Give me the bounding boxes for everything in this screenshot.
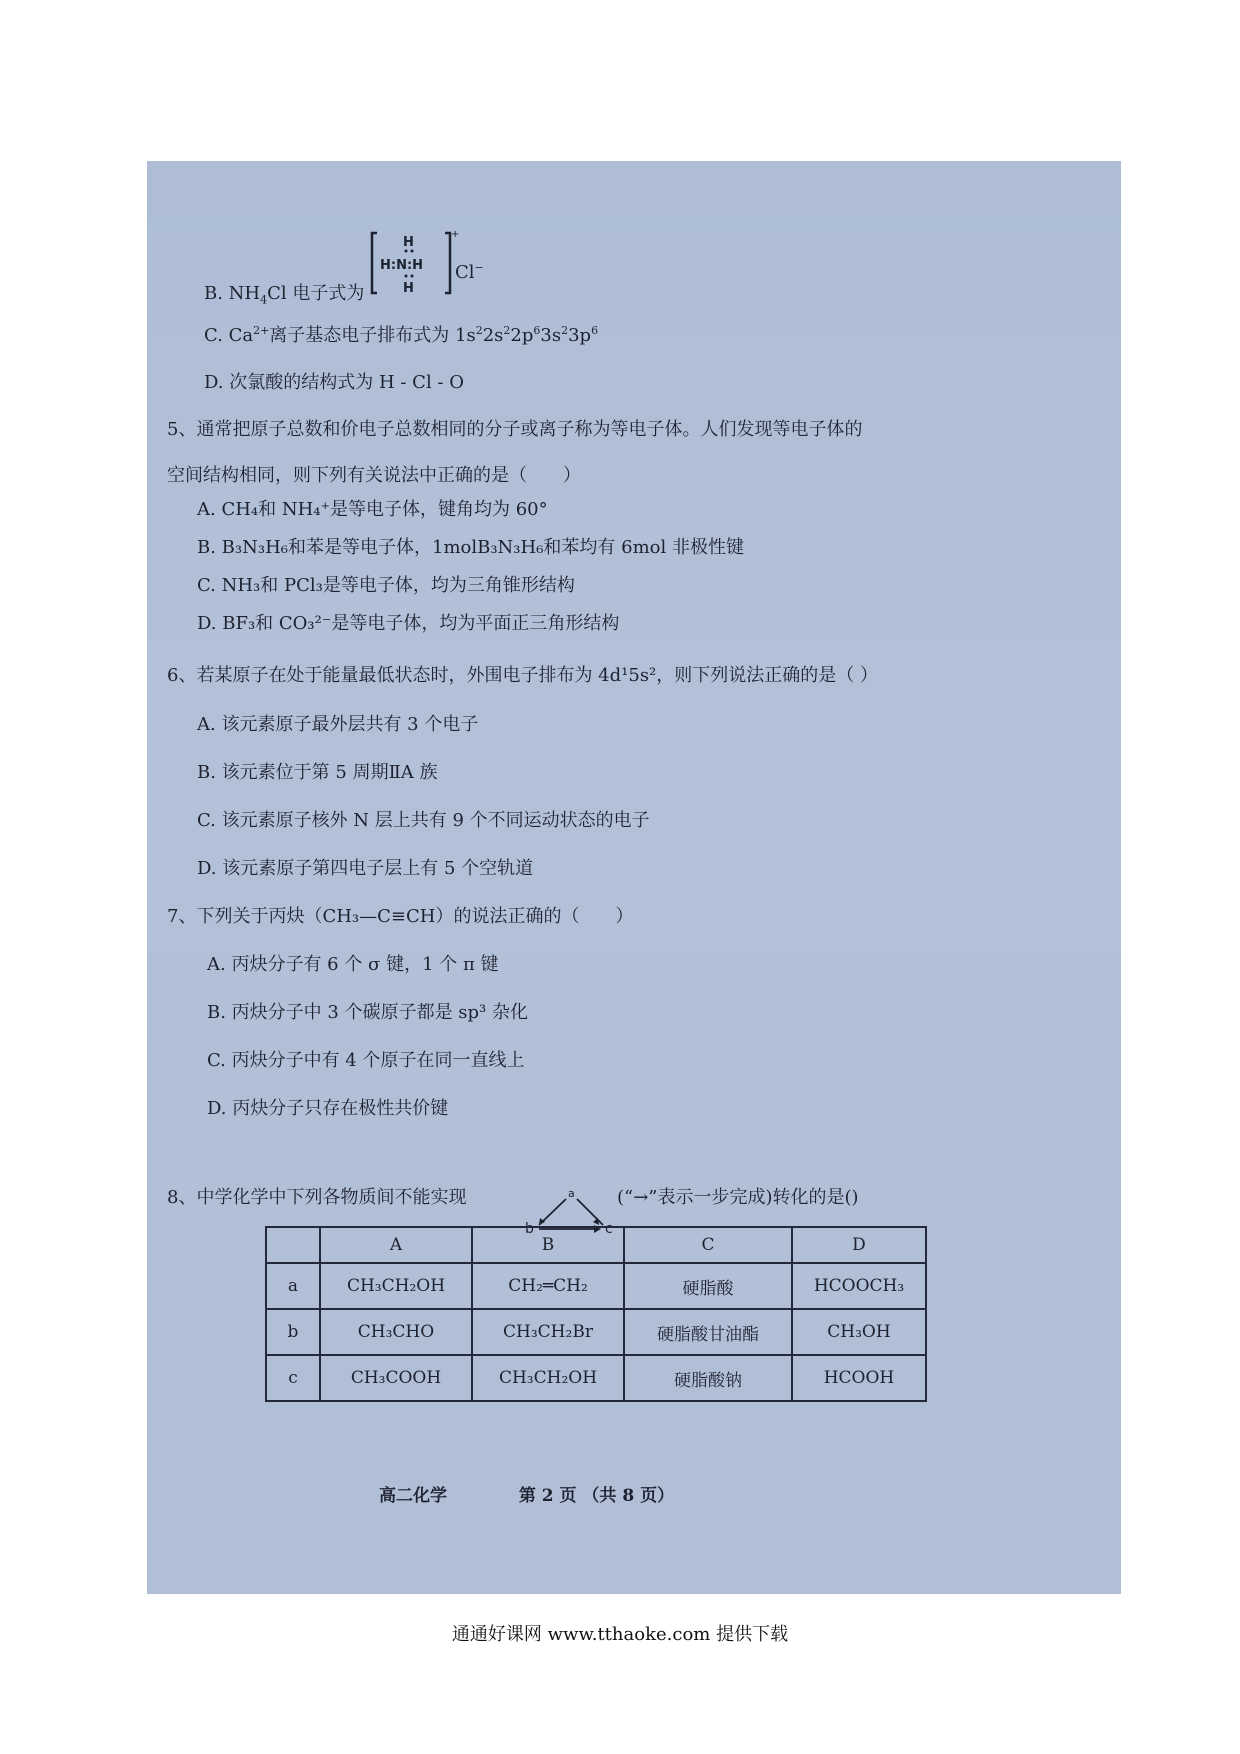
q5-stem-line1: 5、通常把原子总数和价电子总数相同的分子或离子称为等电子体。人们发现等电子体的 bbox=[167, 419, 863, 440]
q4-b-chloride: Cl− bbox=[455, 261, 484, 283]
table-cell: CH₃CH₂OH bbox=[472, 1355, 624, 1401]
q7-option-c: C. 丙炔分子中有 4 个原子在同一直线上 bbox=[207, 1050, 525, 1071]
table-cell: 硬脂酸钠 bbox=[624, 1355, 792, 1401]
q4-b-text-2: Cl 电子式为 bbox=[267, 283, 365, 304]
q4-c-text-1: C. Ca bbox=[204, 325, 254, 346]
q7-stem: 7、下列关于丙炔（CH₃—C≡CH）的说法正确的（ ） bbox=[167, 906, 634, 927]
q6-stem: 6、若某原子在处于能量最低状态时，外围电子排布为 4d¹5s²，则下列说法正确的是（ ） bbox=[167, 665, 878, 686]
q4-c-text-2: 离子基态电子排布式为 1s bbox=[269, 325, 476, 346]
q7-option-d: D. 丙炔分子只存在极性共价键 bbox=[207, 1098, 449, 1119]
table-cell: CH₃COOH bbox=[320, 1355, 472, 1401]
q4-b-text-1: B. NH bbox=[204, 283, 261, 304]
q8-options-table bbox=[265, 1226, 927, 1402]
table-header-cell bbox=[266, 1227, 320, 1263]
table-cell: CH₃CHO bbox=[320, 1309, 472, 1355]
diagram-label-c: c bbox=[605, 1221, 613, 1237]
q5-option-d: D. BF₃和 CO₃²⁻是等电子体，均为平面正三角形结构 bbox=[197, 613, 620, 634]
table-row bbox=[266, 1309, 926, 1355]
q4-option-d: D. 次氯酸的结构式为 H - Cl - O bbox=[204, 372, 464, 393]
diagram-label-a: a bbox=[568, 1187, 575, 1200]
q5-option-a: A. CH₄和 NH₄⁺是等电子体，键角均为 60° bbox=[197, 499, 548, 520]
table-cell: b bbox=[266, 1309, 320, 1355]
svg-text:H: H bbox=[403, 235, 414, 250]
q6-option-b: B. 该元素位于第 5 周期ⅡA 族 bbox=[197, 762, 438, 783]
download-watermark: 通通好课网 www.tthaoke.com 提供下载 bbox=[451, 1624, 789, 1645]
table-header-row bbox=[266, 1227, 926, 1263]
table-header-cell: B bbox=[472, 1227, 624, 1263]
table-cell: CH₃CH₂OH bbox=[320, 1263, 472, 1309]
q7-option-a: A. 丙炔分子有 6 个 σ 键，1 个 π 键 bbox=[207, 954, 499, 975]
table-header-cell: A bbox=[320, 1227, 472, 1263]
table-header-cell: D bbox=[792, 1227, 926, 1263]
q6-option-d: D. 该元素原子第四电子层上有 5 个空轨道 bbox=[197, 858, 534, 879]
q5-stem-line2: 空间结构相同，则下列有关说法中正确的是（ ） bbox=[167, 465, 581, 486]
footer-subject: 高二化学 bbox=[379, 1486, 447, 1506]
table-cell: HCOOH bbox=[792, 1355, 926, 1401]
table-cell: CH₃OH bbox=[792, 1309, 926, 1355]
q5-option-b: B. B₃N₃H₆和苯是等电子体，1molB₃N₃H₆和苯均有 6mol 非极性键 bbox=[197, 537, 744, 558]
table-row bbox=[266, 1263, 926, 1309]
table-cell: CH₃CH₂Br bbox=[472, 1309, 624, 1355]
table-cell: 硬脂酸甘油酯 bbox=[624, 1309, 792, 1355]
exam-sheet bbox=[147, 161, 1121, 1594]
diagram-label-b: b bbox=[525, 1221, 534, 1237]
q8-stem-pre: 8、中学化学中下列各物质间不能实现 bbox=[167, 1187, 467, 1208]
table-row bbox=[266, 1355, 926, 1401]
q8-stem-post: (“→”表示一步完成)转化的是() bbox=[617, 1187, 859, 1208]
q6-option-c: C. 该元素原子核外 N 层上共有 9 个不同运动状态的电子 bbox=[197, 810, 650, 831]
table-cell: c bbox=[266, 1355, 320, 1401]
table-cell: HCOOCH₃ bbox=[792, 1263, 926, 1309]
chloride-text: Cl bbox=[455, 262, 475, 283]
page-footer bbox=[379, 1481, 674, 1506]
svg-text:H: H bbox=[403, 281, 414, 296]
footer-page-number: 第 2 页 （共 8 页） bbox=[518, 1486, 675, 1506]
q4-option-b: B. $NH_4Cl$ 电子式为 bbox=[204, 283, 365, 307]
table-cell: a bbox=[266, 1263, 320, 1309]
q5-option-c: C. NH₃和 PCl₃是等电子体，均为三角锥形结构 bbox=[197, 575, 575, 596]
q4-option-c: C. $Ca^{2+}$离子基态电子排布式为 $1s^22s^22p^63s^23p^6$ bbox=[204, 324, 599, 346]
svg-text:H:N:H: H:N:H bbox=[380, 258, 424, 273]
q6-option-a: A. 该元素原子最外层共有 3 个电子 bbox=[197, 714, 479, 735]
table-cell: 硬脂酸 bbox=[624, 1263, 792, 1309]
svg-text:+: + bbox=[451, 229, 460, 240]
table-header-cell: C bbox=[624, 1227, 792, 1263]
table-cell: CH₂═CH₂ bbox=[472, 1263, 624, 1309]
q7-option-b: B. 丙炔分子中 3 个碳原子都是 sp³ 杂化 bbox=[207, 1002, 528, 1023]
